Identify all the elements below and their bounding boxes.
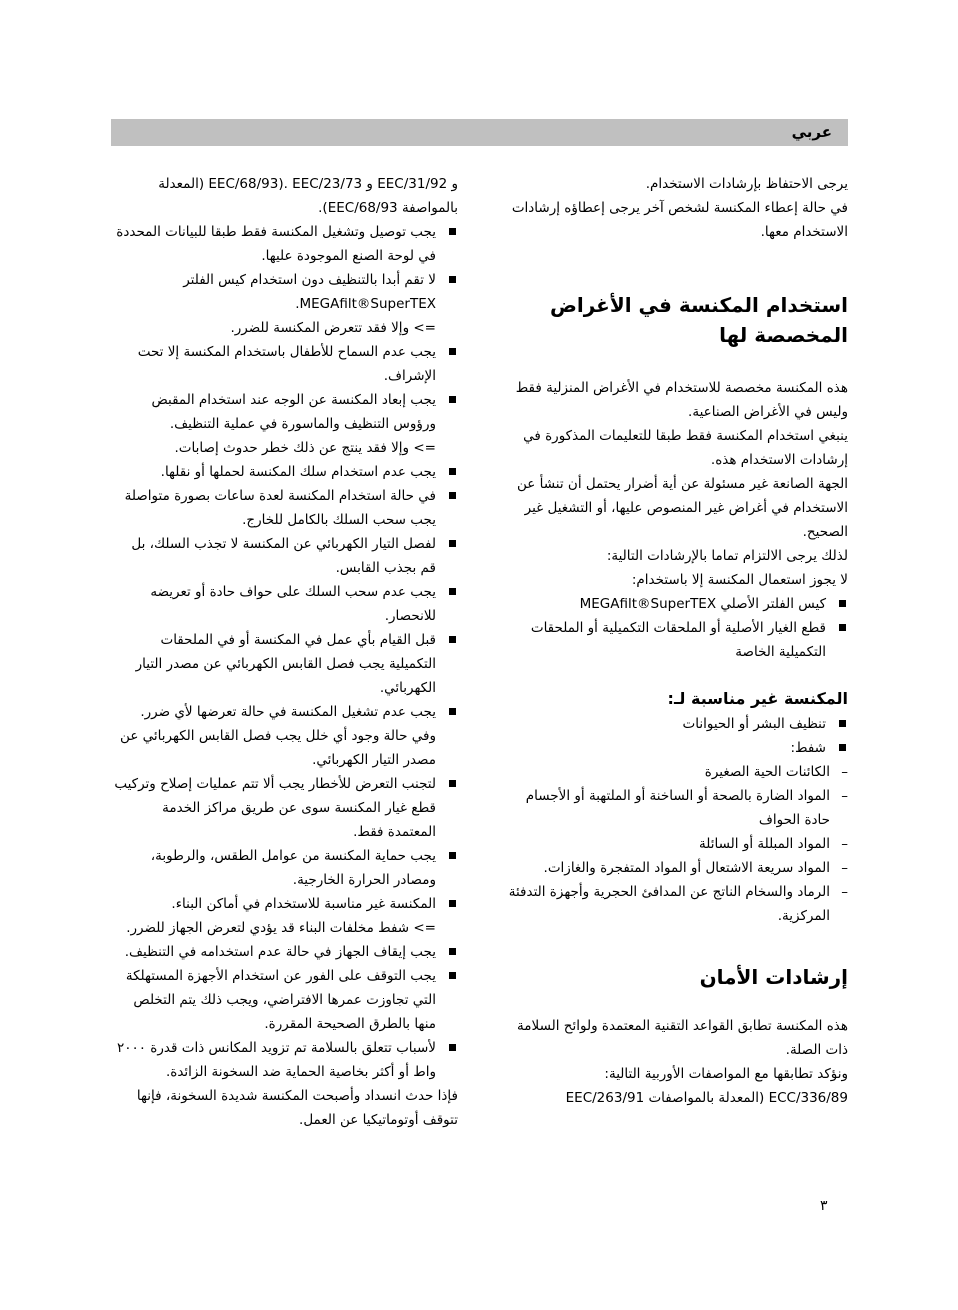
intended-use-paragraph: ينبغي استخدام المكنسة فقط طبقا للتعليمات المذكورة في إرشادات الاستخدام هذه. <box>523 428 848 468</box>
intro-line-1: يرجى الاحتفاظ بإرشادات الاستخدام. <box>645 176 848 192</box>
safety-instructions-list <box>113 220 458 1084</box>
list-item: لتجنب التعرض للأخطار يجب ألا تتم عمليات إصلاح وتركيب قطع غيار المكنسة سوى عن طريق مراكز الخدمة المعتمدة فقط. <box>113 772 458 844</box>
list-item: المكنسة غير مناسبة للاستخدام في أماكن البناء. => شفط مخلفات البناء قد يؤدي لتعرض الجهاز للضرر. <box>113 892 458 940</box>
suction-exclusions-list <box>503 760 848 928</box>
section-title-safety: إرشادات الأمان <box>699 965 848 989</box>
list-item: يجب عدم سحب السلك على حواف حادة أو تعريضه للانحصار. <box>113 580 458 628</box>
list-item: لا تقم أبدا بالتنظيف دون استخدام كيس الفلتر MEGAfilt®SuperTEX. => وإلا فقد تتعرض المكنسة للضرر. <box>113 268 458 340</box>
intended-use-paragraph: هذه المكنسة مخصصة للاستخدام في الأغراض المنزلية فقط وليس في الأغراض الصناعية. <box>515 380 848 420</box>
section-title-not-suitable: المكنسة غير مناسبة لـ: <box>667 689 848 708</box>
page-number: ٣ <box>820 1198 828 1214</box>
list-item: – الكائنات الحية الصغيرة <box>503 760 848 784</box>
list-item: كيس الفلتر الأصلي MEGAfilt®SuperTEX <box>503 592 848 616</box>
left-column <box>113 172 458 1132</box>
section-title-intended-use: استخدام المكنسة في الأغراض المخصصة لها <box>549 293 848 347</box>
list-item: – المواد سريعة الاشتعال أو المواد المتفجرة والغازات. <box>503 856 848 880</box>
list-item: قطع الغيار الأصلية أو الملحقات التكميلية أو الملحقات التكميلية الخاصة <box>503 616 848 664</box>
list-item: يجب التوقف على الفور عن استخدام الأجهزة المستهلكة التي تجاوزت عمرها الافتراضي، ويجب ذلك يتم التخلص منها بالطرق الصحيحة المقررة. <box>113 964 458 1036</box>
intended-use-paragraph: الجهة الصانعة غير مسئولة عن أية أضرار يحتمل أن تنشأ عن الاستخدام في أغراض غير المنصوص عليها، أو التشغيل غير الصحيح. <box>517 476 848 540</box>
safety-paragraph: ECC/336/89 (المعدلة بالمواصفات EEC/263/91 <box>565 1090 848 1106</box>
standards-continuation: و EEC/31/92 و EEC/68/93). EEC/23/73 (المعدلة بالمواصفة EEC/68/93). <box>158 176 458 216</box>
not-suitable-list <box>503 712 848 760</box>
list-item: قبل القيام بأي عمل في المكنسة أو في الملحقات التكميلية يجب فصل القابس الكهربائي عن مصدر التيار الكهربائي. <box>113 628 458 700</box>
list-item: – الرماد والسخام الناتج عن المدافئ الحجرية وأجهزة التدفئة المركزية. <box>503 880 848 928</box>
list-item: في حالة استخدام المكنسة لعدة ساعات بصورة متواصلة يجب سحب السلك بالكامل للخارج. <box>113 484 458 532</box>
list-item: يجب عدم تشغيل المكنسة في حالة تعرضها لأي ضرر. وفي حالة وجود أي خلل يجب فصل القابس الكهربائي عن مصدر التيار الكهربائي. <box>113 700 458 772</box>
safety-paragraph: ونؤكد تطابقها مع المواصفات الأوربية التالية: <box>604 1066 848 1082</box>
intended-use-list <box>503 592 848 664</box>
list-item: – المواد المبللة أو السائلة <box>503 832 848 856</box>
right-column <box>503 172 848 1110</box>
list-item: – المواد الضارة بالصحة أو الساخنة أو الملتهبة أو الأجسام حادة الحواف <box>503 784 848 832</box>
list-item: يجب عدم السماح للأطفال باستخدام المكنسة إلا تحت الإشراف. <box>113 340 458 388</box>
list-item: شفط: <box>503 736 848 760</box>
list-item: يجب عدم استخدام سلك المكنسة لحملها أو نقلها. <box>113 460 458 484</box>
list-item: يجب إيقاف الجهاز في حالة عدم استخدامه في التنظيف. <box>113 940 458 964</box>
list-item: يجب حماية المكنسة من عوامل الطقس، والرطوبة، ومصادر الحرارة الخارجية. <box>113 844 458 892</box>
list-item: يجب إبعاد المكنسة عن الوجه عند استخدام المقبض ورؤوس التنظيف والماسورة في عملية التنظيف. => وإلا فقد ينتج عن ذلك خطر حدوث إصابات. <box>113 388 458 460</box>
warning-note: => وإلا فقد تتعرض المكنسة للضرر. <box>230 320 436 336</box>
safety-paragraph: هذه المكنسة تطابق القواعد التقنية المعتمدة ولوائح السلامة ذات الصلة. <box>517 1018 848 1058</box>
language-header-bar <box>111 119 848 146</box>
list-item: لأسباب تتعلق بالسلامة تم تزويد المكانس ذات قدرة ٢٠٠٠ واط أو أكثر بخاصية الحماية ضد السخونة الزائدة. <box>113 1036 458 1084</box>
language-label: عربي <box>791 123 832 141</box>
intended-use-paragraph: لذلك يرجى الالتزام تماما بالإرشادات التالية: <box>606 548 848 564</box>
warning-note: => شفط مخلفات البناء قد يؤدي لتعرض الجهاز للضرر. <box>126 920 436 936</box>
list-item: يجب توصيل وتشغيل المكنسة فقط طبقا للبيانات المحددة في لوحة الصنع الموجودة عليها. <box>113 220 458 268</box>
list-item: تنظيف البشر أو الحيوانات <box>503 712 848 736</box>
intended-use-paragraph: لا يجوز استعمال المكنسة إلا باستخدام: <box>631 572 848 588</box>
intro-line-2: في حالة إعطاء المكنسة لشخص آخر يرجى إعطاؤه إرشادات الاستخدام معها. <box>511 200 848 240</box>
closing-paragraph: فإذا حدث انسداد وأصبحت المكنسة شديدة السخونة، فإنها تتوقف أوتوماتيكيا عن العمل. <box>136 1088 458 1128</box>
warning-note: => وإلا فقد ينتج عن ذلك خطر حدوث إصابات. <box>174 440 436 456</box>
list-item: لفصل التيار الكهربائي عن المكنسة لا تجذب السلك، بل قم بجذب القابس. <box>113 532 458 580</box>
